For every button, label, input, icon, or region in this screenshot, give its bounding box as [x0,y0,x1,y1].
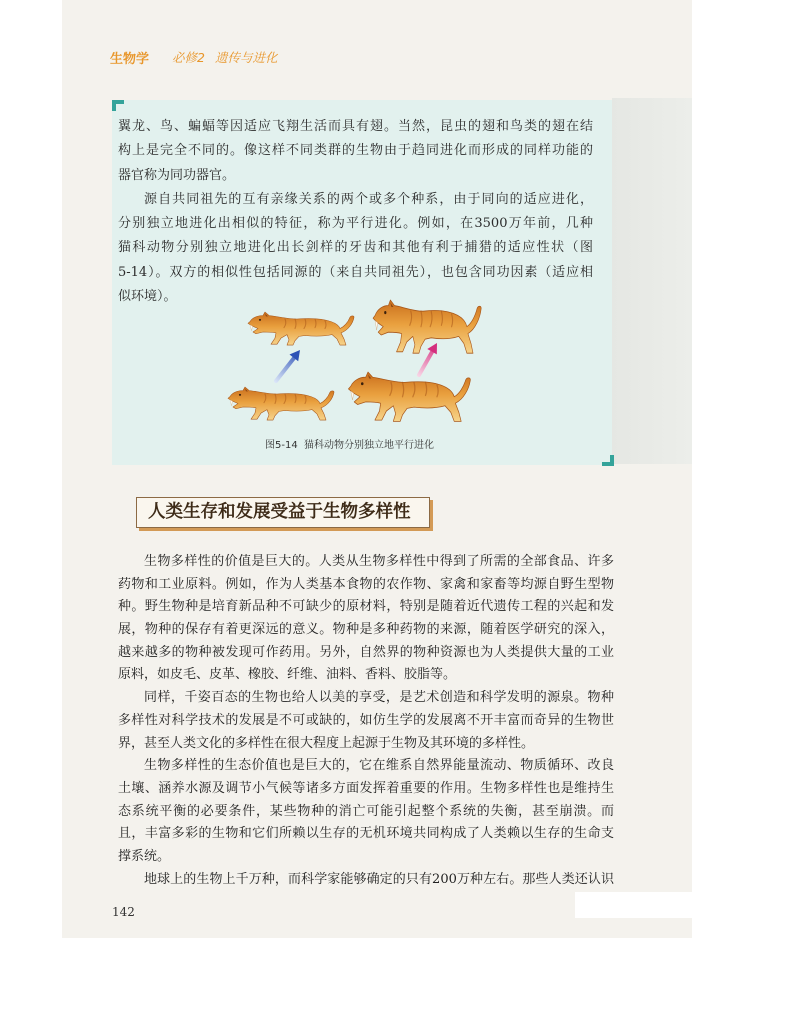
note-paragraph [118,115,593,188]
cat-top-left [248,312,354,345]
text-line: 态系统平衡的必要条件，某些物种的消亡可能引起整个系统的失衡，甚至崩溃。而 [118,803,614,819]
header-subject: 生物学 [110,51,150,67]
header-module: 必修2 [172,50,205,65]
cat-bottom-right [348,372,470,421]
text-line: 且，丰富多彩的生物和它们所赖以生存的无机环境共同构成了人类赖以生存的生命支 [118,826,614,842]
text-line: 源自共同祖先的互有亲缘关系的两个或多个种系，由于同向的适应进化， [144,191,593,207]
note-paragraph [118,188,593,309]
note-box-corner-marker [602,455,614,466]
text-line: 生物多样性的生态价值也是巨大的，它在维系自然界能量流动、物质循环、改良 [144,758,614,774]
header-title: 遗传与进化 [214,50,278,65]
text-line: 展，物种的保存有着更深远的意义。物种是多种药物的来源，随着医学研究的深入， [118,622,614,638]
body-paragraph [118,755,614,868]
text-line: 界，甚至人类文化的多样性在很大程度上起源于生物及其环境的多样性。 [118,735,535,751]
text-line: 分别独立地进化出相似的特征，称为平行进化。例如，在3500万年前，几种 [118,216,593,232]
text-line: 多样性对科学技术的发展是不可或缺的，如仿生学的发展离不开丰富而奇异的生物世 [118,712,614,728]
figure-illustration [215,295,490,430]
text-line: 同样，千姿百态的生物也给人以美的享受，是艺术创造和科学发明的源泉。物种 [144,690,614,706]
text-line: 药物和工业原料。例如，作为人类基本食物的农作物、家禽和家畜等均源自野生型物 [118,576,614,592]
scan-patch [575,892,692,918]
arrow-blue [276,350,300,381]
section-heading: 人类生存和发展受益于生物多样性 [136,497,430,528]
text-line: 越来越多的物种被发现可作药用。另外，自然界的物种资源也为人类提供大量的工业 [118,644,614,660]
text-line: 原料，如皮毛、皮革、橡胶、纤维、油料、香料、胶脂等。 [118,667,457,683]
figure-caption: 图5-14 猫科动物分别独立地平行进化 [265,440,435,451]
text-line: 构上是完全不同的。像这样不同类群的生物由于趋同进化而形成的同样功能的 [118,143,593,159]
cat-bottom-left [228,387,334,420]
body-paragraph [118,551,614,687]
text-line: 种。野生物种是培育新品种不可缺少的原材料，特别是随着近代遗传工程的兴起和发 [118,599,614,615]
arrow-pink [419,343,437,375]
page-number: 142 [112,905,135,919]
note-box-text [118,115,593,309]
text-line: 撑系统。 [118,848,171,864]
text-line: 地球上的生物上千万种，而科学家能够确定的只有200万种左右。那些人类还认识 [144,871,614,887]
textbook-page [62,0,692,938]
text-line: 5-14）。双方的相似性包括同源的（来自共同祖先），也包含同功因素（适应相 [118,264,593,280]
text-line: 猫科动物分别独立地进化出长剑样的牙齿和其他有利于捕猎的适应性状（图 [118,240,593,256]
cat-top-right [373,300,481,353]
running-header [110,49,277,65]
text-line: 似环境）。 [118,289,177,305]
text-line: 生物多样性的价值是巨大的。人类从生物多样性中得到了所需的全部食品、许多 [144,554,614,569]
text-line: 翼龙、鸟、蝙蝠等因适应飞翔生活而具有翅。当然，昆虫的翅和鸟类的翅在结 [118,119,593,134]
body-paragraph [118,687,614,755]
text-line: 土壤、涵养水源及调节小气候等诸多方面发挥着重要的作用。生物多样性也是维持生 [118,780,614,796]
body-paragraph [118,869,614,892]
note-box-corner-marker [112,100,124,111]
scan-shadow [612,98,692,464]
text-line: 器官称为同功器官。 [118,167,236,183]
section-body [118,551,614,891]
